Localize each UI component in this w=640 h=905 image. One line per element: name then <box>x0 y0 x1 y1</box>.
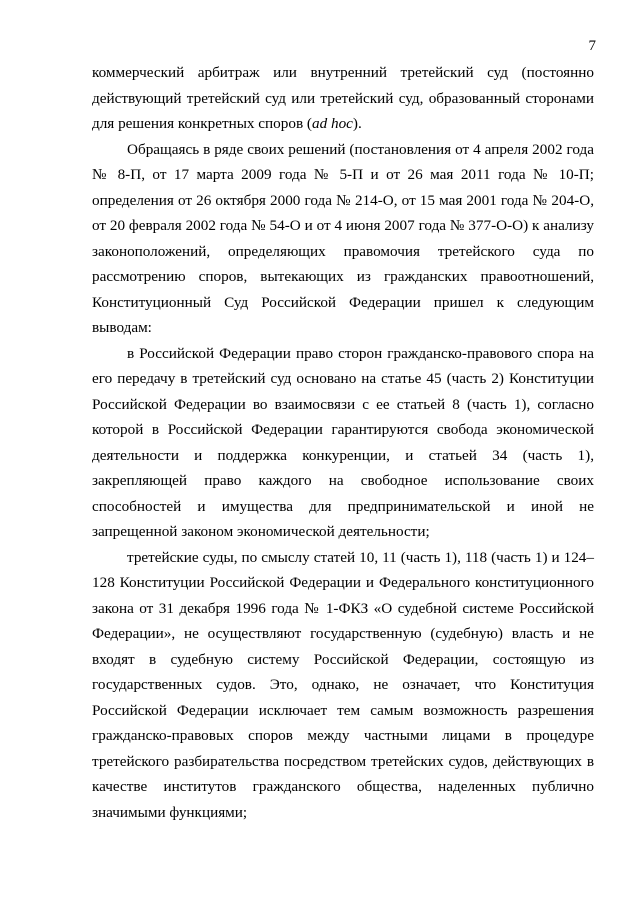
latin-term-italic: ad hoc <box>311 115 353 132</box>
paragraph-1: коммерческий арбитраж или внутренний третейский суд (постоянно действующий третейский суд или третейский суд, образованный сторонами для решения конкретных споров (ad hoc). <box>92 64 594 132</box>
paragraph-3: в Российской Федерации право сторон гражданско-правового спора на его передачу в третейский суд основано на статье 45 (часть 2) Конституции Российской Федерации во взаимосвязи с ее статьей 8 (часть 1), согласно которой в Российской Федерации гарантируются свобода экономической деятельности и поддержка конкуренции, и статьей 34 (часть 1), закрепляющей право каждого на свободное использование своих способностей и имущества для предпринимательской и иной не запрещенной законом экономической деятельности; <box>92 344 594 540</box>
paragraph-2: Обращаясь в ряде своих решений (постановления от 4 апреля 2002 года № 8-П, от 17 марта 2009 года № 5-П и от 26 мая 2011 года № 10-П; определения от 26 октября 2000 года № 214-О, от 15 мая 2001 года № 204-О, от 20 февраля 2002 года № 54-О и от 4 июня 2007 года № 377-О-О) к анализу законоположений, определяющих правомочия третейского суда по рассмотрению споров, вытекающих из гражданских правоотношений, Конституционный Суд Российской Федерации пришел к следующим выводам: <box>92 140 594 336</box>
paragraph-4: третейские суды, по смыслу статей 10, 11 (часть 1), 118 (часть 1) и 124–128 Конституции Российской Федерации и Федерального конституционного закона от 31 декабря 1996 года № 1-ФКЗ «О судебной системе Российской Федерации», не осуществляют государственную (судебную) власть и не входят в судебную систему Российской Федерации, состоящую из государственных судов. Это, однако, не означает, что Конституция Российской Федерации исключает тем самым возможность разрешения гражданско-правовых споров между частными лицами в процедуре третейского разбирательства посредством третейских судов, действующих в качестве институтов гражданского общества, наделенных публично значимыми функциями; <box>92 548 594 821</box>
page-number: 7 <box>588 38 596 54</box>
document-body <box>92 60 594 825</box>
